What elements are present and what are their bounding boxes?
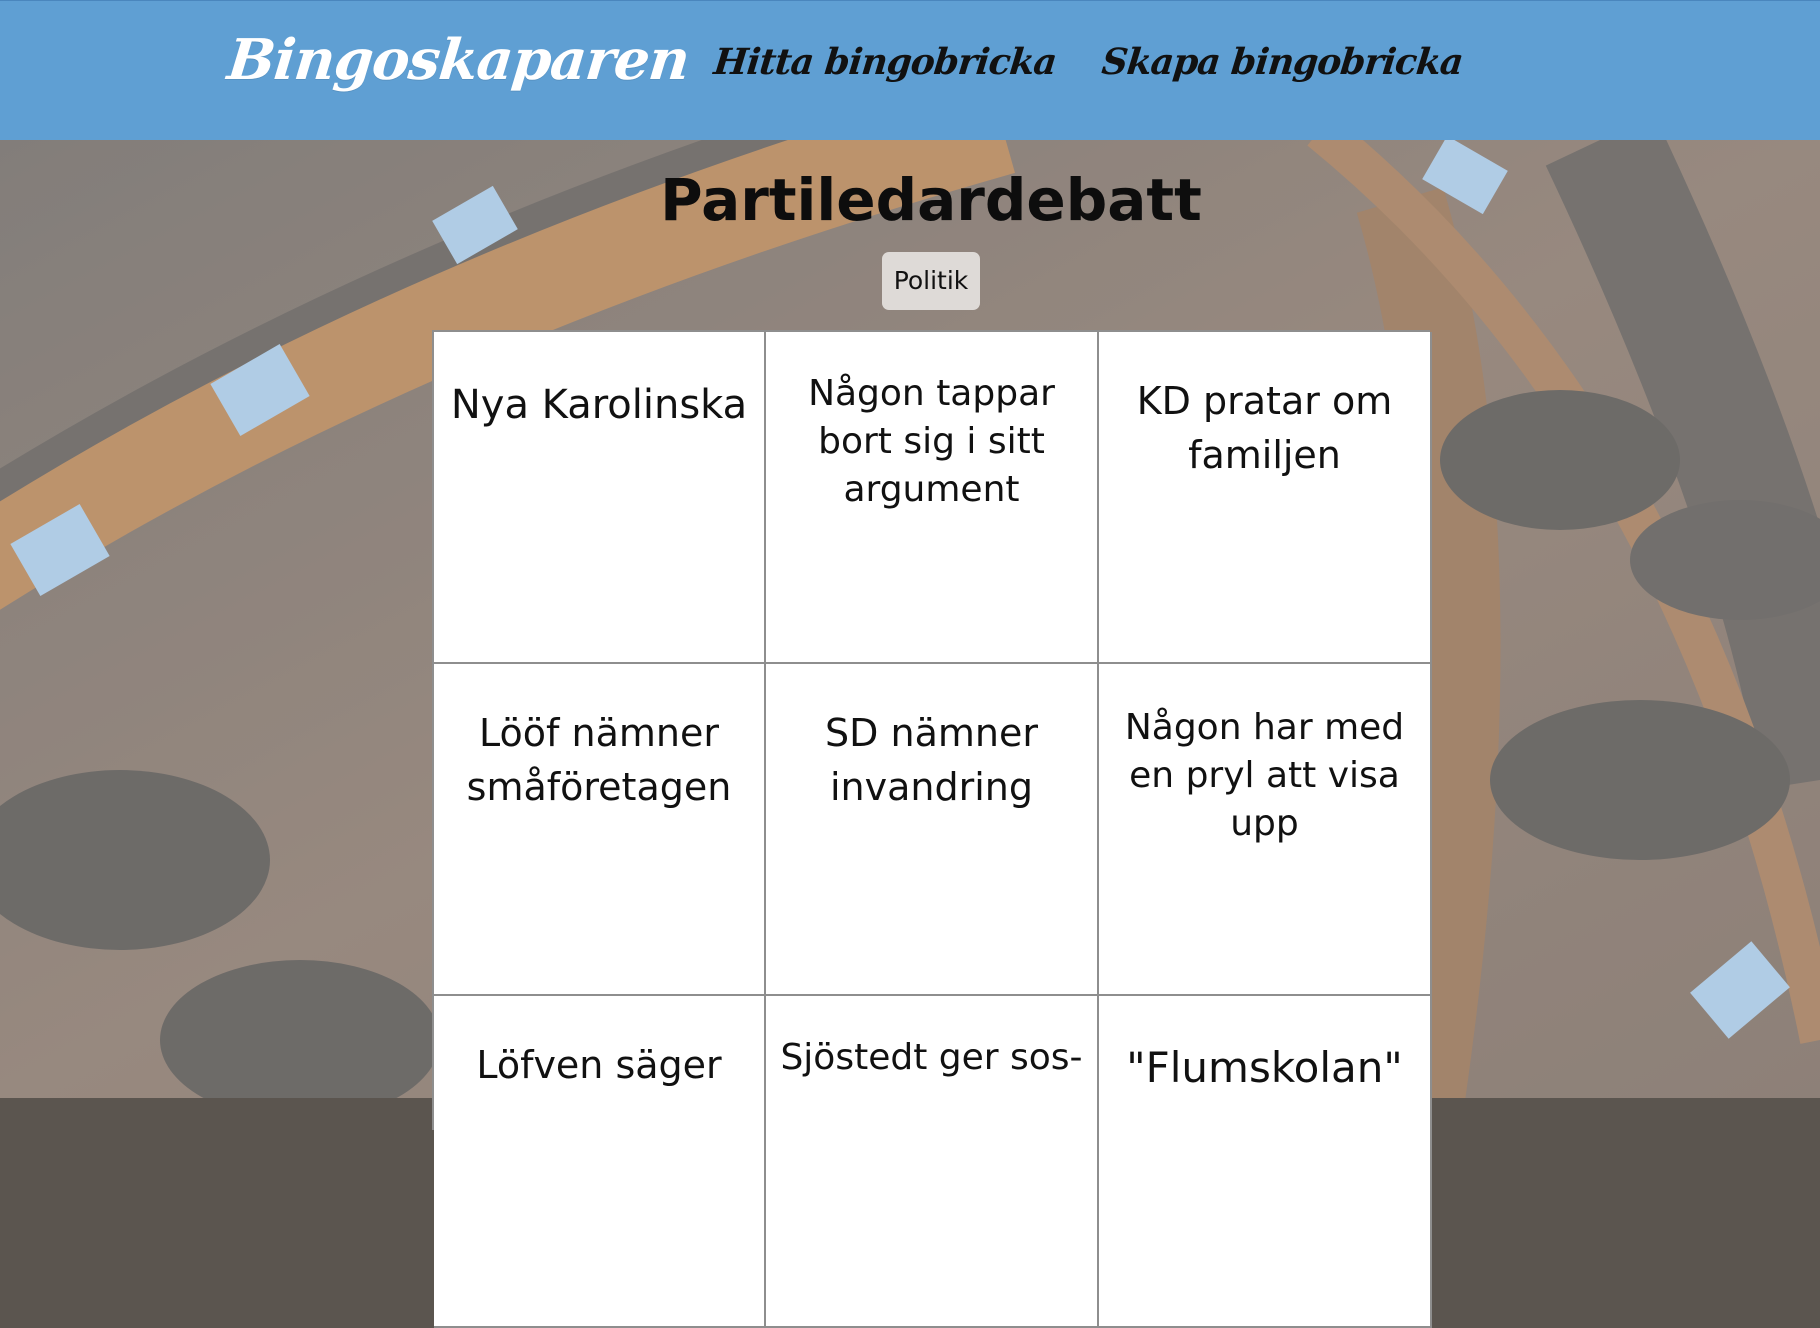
- bingo-cell[interactable]: [766, 664, 1099, 996]
- bingo-cell[interactable]: [766, 996, 1099, 1328]
- page-title: Partiledardebatt: [660, 166, 1202, 234]
- nav-find-bingo-card[interactable]: Hitta bingobricka: [711, 41, 1059, 83]
- bingo-cell-text: Någon tappar bort sig i sitt argument: [808, 373, 1055, 510]
- bingo-cell-text: Lööf nämner småföretagen: [466, 711, 732, 809]
- bingo-cell[interactable]: [1099, 996, 1432, 1328]
- bingo-cell[interactable]: [1099, 332, 1432, 664]
- bingo-cell[interactable]: [766, 332, 1099, 664]
- bingo-cell-text: Någon har med en pryl att visa upp: [1124, 707, 1405, 844]
- bingo-cell[interactable]: [434, 664, 766, 996]
- bingo-cell-text: KD pratar om familjen: [1136, 379, 1393, 477]
- bingo-cell-text: Nya Karolinska: [450, 382, 748, 428]
- bingo-grid: [432, 330, 1430, 1130]
- nav-create-bingo-card[interactable]: Skapa bingobricka: [1099, 41, 1465, 83]
- bingo-cell[interactable]: [434, 332, 766, 664]
- bingo-cell-text: Löfven säger: [476, 1043, 722, 1087]
- brand-logo-link[interactable]: Bingoskaparen: [224, 27, 693, 93]
- bingo-cell-text: "Flumskolan": [1126, 1043, 1403, 1092]
- bingo-cell-text: Sjöstedt ger sos-: [780, 1037, 1083, 1078]
- top-navbar: [0, 0, 1820, 140]
- category-tag[interactable]: Politik: [882, 252, 980, 310]
- bingo-cell[interactable]: [434, 996, 766, 1328]
- bingo-cell[interactable]: [1099, 664, 1432, 996]
- bingo-cell-text: SD nämner invandring: [825, 711, 1038, 809]
